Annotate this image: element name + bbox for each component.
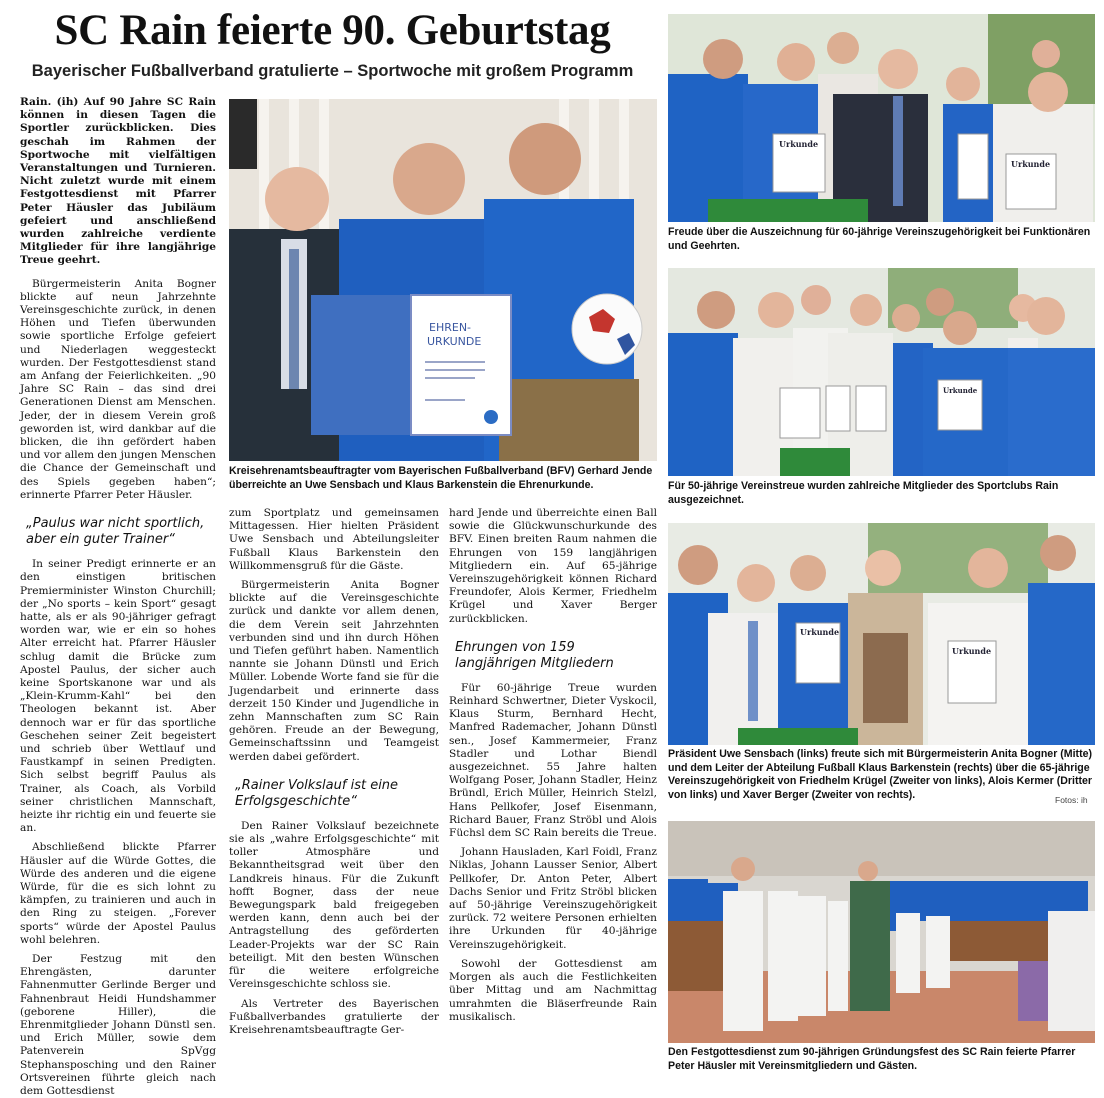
- article-lead: Rain. (ih) Auf 90 Jahre SC Rain können in diesen Tagen die Sportler zurückblicken. Dies geschah im Rahmen der Sportwoche mit vielfältigen Veranstaltungen und Turnieren. Nicht zuletzt wurde mit einem Festgottesdienst mit Pfarrer Peter Häusler das Jubiläum gefeiert und anschließend wurden zahlreiche verdiente Mitglieder für ihre langjährige Treue geehrt.: [20, 96, 216, 267]
- certificate-label: Urkunde: [800, 627, 840, 637]
- certificate-title-line-2: URKUNDE: [427, 335, 482, 348]
- article-column-2: [229, 507, 439, 1078]
- photo-church-caption: Den Festgottesdienst zum 90-jährigen Gründungsfest des SC Rain feierte Pfarrer Peter Häusler mit Vereinsmitgliedern und Gästen.: [668, 1046, 1076, 1072]
- paragraph: hard Jende und überreichte einen Ball sowie die Glückwunschurkunde des BFV. Einen breiten Raum nahmen die Ehrungen von 159 langjährigen Mitgliedern ein. Auf 65-jährige Vereinszugehörigkeit können Richard Freundofer, Alois Kermer, Friedhelm Krügel und Xaver Berger zurückblicken.: [449, 507, 657, 625]
- paragraph: In seiner Predigt erinnerte er an den einstigen britischen Premierminister Winston Churchill; der „No sports – kein Sport“ gesagt hatte, als er als 90-jähriger gefragt worden war, wie er ein so hohes Alter erreicht hat. Pfarrer Häusler schlug damit die Brücke zum Apostel Paulus, der sicher auch keine Sportskanone war und als „Klein-Krumm-Kahl“ bei den Theologen bekannt ist. Aber dennoch war er für das sportliche Geschehen seiner Zeit begeistert und schrieb über Wettlauf und Faustkampf in seinen Predigten. Sich selbst begriff Paulus als Trainer, als Coach, als Vorbild seiner christlichen Mannschaft, heizte ihr richtig ein und feuerte sie an.: [20, 558, 216, 835]
- paragraph: Als Vertreter des Bayerischen Fußballverbandes gratulierte der Kreisehrenamtsbeauftragte Ger-: [229, 997, 439, 1036]
- paragraph: Den Rainer Volkslauf bezeichnete sie als „wahre Erfolgsgeschichte“ mit toller Atmosphäre und Bekanntheitsgrad weit über den Landkreis hinaus. Für die Zukunft hofft Bogner, dass der neue Bewegungspark bald freigegeben werden kann, denn auch bei der Antragstellung des geförderten Leader-Projekts war der SC Rain beteiligt. Mit den besten Wünschen für die weitere erfolgreiche Vereinsgeschichte schloss sie.: [229, 819, 439, 991]
- photo-60-year-caption: Freude über die Auszeichnung für 60-jährige Vereinszugehörigkeit bei Funktionären und Geehrten.: [668, 226, 1091, 252]
- photo-credit: Fotos: ih: [1055, 795, 1088, 805]
- paragraph: Der Festzug mit den Ehrengästen, darunter Fahnenmutter Gerlinde Berger und Fahnenbraut Heidi Hundshammer (geborene Hiller), die Ehrenmitglieder Johann Dünstl sen. und Erich Müller, sowie dem Patenverein SpVgg Stephansposching und den Rainer Ortsvereinen führte gleich nach dem Gottesdienst: [20, 952, 216, 1098]
- article-subheadline: Bayerischer Fußballverband gratulierte – Sportwoche mit großem Programm: [31, 62, 634, 80]
- photo-church-service: [668, 821, 1095, 1043]
- photo-50-year-caption: Für 50-jährige Vereinstreue wurden zahlreiche Mitglieder des Sportclubs Rain ausgezeichnet.: [668, 480, 1059, 506]
- article-column-1: [20, 96, 216, 1098]
- certificate-label: Urkunde: [779, 139, 819, 149]
- paragraph: Abschließend blickte Pfarrer Häusler auf die Würde Gottes, die Würde des anderen und die eigene Würde, für die es sich lohnt zu kämpfen, zu trainieren und auch in den Ring zu steigen. „Forever sports“ würde der Apostel Paulus wohl belehren.: [20, 841, 216, 946]
- paragraph: zum Sportplatz und gemeinsamen Mittagessen. Hier hielten Präsident Uwe Sensbach und Abteilungsleiter Fußball Klaus Barkenstein den Willkommensgruß für die Gäste.: [229, 507, 439, 572]
- section-heading: „Paulus war nicht sportlich, aber ein guter Trainer“: [26, 516, 205, 548]
- paragraph: Bürgermeisterin Anita Bogner blickte auf neun Jahrzehnte Vereinsgeschichte zurück, in denen Höhen und Tiefen überwunden sowie sportliche Erfolge gefeiert und Niederlagen weggesteckt wurden. Der Festgottesdienst stand am Anfang der Feierlichkeiten. „90 Jahre SC Rain – das sind drei Generationen Dienst am Menschen. Jeder, der in diesem Verein groß geworden ist, wird dankbar auf die blicken, die ihn gefördert haben und vor allem den jungen Menschen die Chance der Gemeinschaft und des Spiels gegeben haben“; erinnerte Pfarrer Peter Häusler.: [20, 277, 216, 501]
- paragraph: Sowohl der Gottesdienst am Morgen als auch die Festlichkeiten über Mittag und am Nachmittag umrahmten die Bläserfreunde Rain musikalisch.: [449, 957, 657, 1023]
- certificate-title-line-1: EHREN-: [429, 321, 472, 334]
- paragraph: Bürgermeisterin Anita Bogner blickte auf die Vereinsgeschichte zurück und dankte vor allem denen, die dem Verein seit Jahrzehnten verbunden sind und ihn durch Höhen und Tiefen geführt haben. Namentlich nannte sie Johann Dünstl und Erich Müller. Lobende Worte fand sie für die Jugendarbeit und erinnerte dass derzeit 150 Kinder und Jugendliche in zehn Mannschaften zum SC Rain gehören. Freude an der Bewegung, Gemeinschaftssinn und Teamgeist werden dabei gefördert.: [229, 579, 439, 763]
- paragraph: Für 60-jährige Treue wurden Reinhard Schwertner, Dieter Vyskocil, Klaus Sturm, Bernhard Hecht, Manfred Rademacher, Johann Dünstl sen., Josef Kammermeier, Franz Stadler und Lothar Biendl ausgezeichnet. 55 Jahre halten Wolfgang Poser, Johann Stadler, Heinz Bründl, Erich Müller, Heinrich Stelzl, Hans Pellkofer, Josef Eisenmann, Richard Bauer, Franz Ströbl und Alois Füchsl dem SC Rain bereits die Treue.: [449, 681, 657, 840]
- certificate-label: Urkunde: [1011, 159, 1051, 169]
- article-headline: SC Rain feierte 90. Geburtstag: [54, 7, 611, 54]
- paragraph: Johann Hausladen, Karl Foidl, Franz Niklas, Johann Lausser Senior, Albert Pellkofer, Dr. Anton Peter, Albert Dachs Senior und Fritz Ströbl blicken auf 50-jährige Vereinszugehörigkeit zurück. 72 weitere Personen erhielten ihre Urkunden für 40-jährige Vereinszugehörigkeit.: [449, 846, 657, 951]
- certificate-label: Urkunde: [952, 646, 992, 656]
- photo-50-year-honorees: [668, 268, 1095, 476]
- photo-65-year-honorees: [668, 523, 1095, 745]
- section-heading: Ehrungen von 159 langjährigen Mitgliedern: [455, 639, 614, 671]
- photo-65-year-caption: Präsident Uwe Sensbach (links) freute sich mit Bürgermeisterin Anita Bogner (Mitte) und dem Leiter der Abteilung Fußball Klaus Barkenstein (rechts) über die 65-jährige Vereinszugehörigkeit von Friedhelm Krügel (Zweiter von links), Alois Kermer (Dritter von links) und Xaver Berger (Zweiter von rechts).: [668, 748, 1093, 801]
- certificate-label: Urkunde: [943, 386, 978, 395]
- section-heading: „Rainer Volkslauf ist eine Erfolgsgeschichte“: [235, 777, 399, 809]
- article-column-3: [449, 507, 657, 1078]
- main-photo: [229, 99, 657, 461]
- photo-60-year-honorees: [668, 14, 1095, 222]
- main-photo-caption: Kreisehrenamtsbeauftragter vom Bayerischen Fußballverband (BFV) Gerhard Jende überreichte an Uwe Sensbach und Klaus Barkenstein die Ehrenurkunde.: [229, 465, 653, 491]
